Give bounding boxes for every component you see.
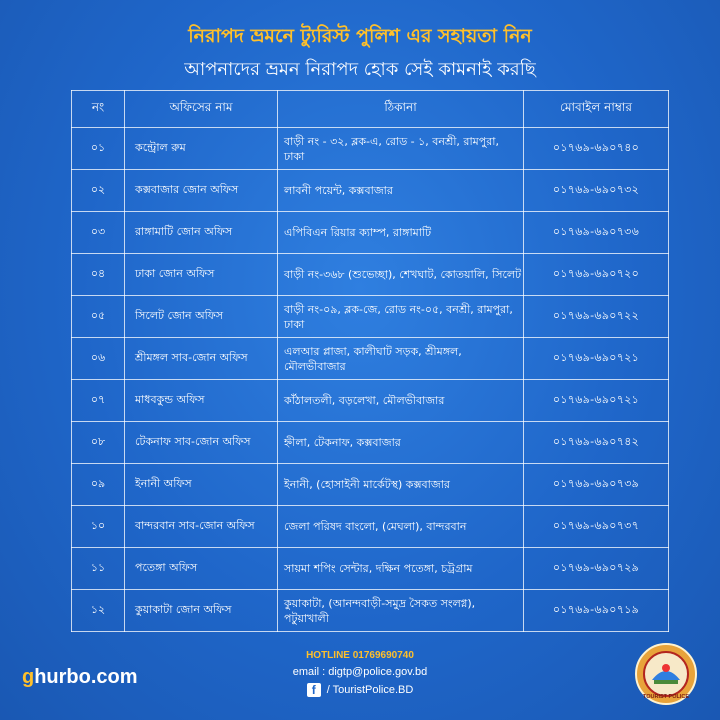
row-no: ০১	[72, 128, 125, 170]
office-name: ঢাকা জোন অফিস	[125, 254, 278, 296]
emblem-text: TOURIST POLICE	[642, 694, 690, 700]
office-mobile: ০১৭৬৯-৬৯০৭৪০	[524, 128, 669, 170]
office-mobile: ০১৭৬৯-৬৯০৭২২	[524, 296, 669, 338]
table-row	[72, 506, 669, 548]
col-header-no: নং	[72, 91, 125, 128]
office-mobile: ০১৭৬৯-৬৯০৭৩২	[524, 170, 669, 212]
office-mobile: ০১৭৬৯-৬৯০৭২১	[524, 380, 669, 422]
row-no: ০২	[72, 170, 125, 212]
office-name: ইনানী অফিস	[125, 464, 278, 506]
table-row	[72, 590, 669, 632]
row-no: ০৯	[72, 464, 125, 506]
facebook-icon[interactable]: f	[307, 683, 321, 697]
office-address: বাড়ী নং-৩৬৮ (শুভেচ্ছা), শেখঘাট, কোতয়ালি, সিলেট	[278, 254, 524, 296]
table-row	[72, 380, 669, 422]
ghurbo-logo-text: hurbo.com	[34, 666, 138, 688]
office-name: সিলেট জোন অফিস	[125, 296, 278, 338]
office-address: সায়মা শপিং সেন্টার, দক্ষিন পতেঙ্গা, চট্রগ্রাম	[278, 548, 524, 590]
col-header-mobile: মোবাইল নাম্বার	[524, 91, 669, 128]
office-address: লাবনী পয়েন্ট, কক্সবাজার	[278, 170, 524, 212]
page-title: নিরাপদ ভ্রমনে ট্যুরিস্ট পুলিশ এর সহায়তা নিন	[188, 25, 532, 47]
office-address: জেলা পরিষদ বাংলো, (মেঘলা), বান্দরবান	[278, 506, 524, 548]
office-name: টেকনাফ সাব-জোন অফিস	[125, 422, 278, 464]
facebook-row[interactable]	[0, 683, 720, 697]
row-no: ০৬	[72, 338, 125, 380]
offices-table	[71, 90, 669, 632]
tourist-police-emblem	[634, 642, 698, 706]
row-no: ০৭	[72, 380, 125, 422]
table-row	[72, 170, 669, 212]
col-header-office: অফিসের নাম	[125, 91, 278, 128]
table-row	[72, 254, 669, 296]
office-mobile: ০১৭৬৯-৬৯০৭৩৬	[524, 212, 669, 254]
office-mobile: ০১৭৬৯-৬৯০৭৩৯	[524, 464, 669, 506]
hotline-text: HOTLINE 01769690740	[306, 650, 414, 661]
office-address: বাড়ী নং-০৯, ব্লক-জে, রোড নং-০৫, বনশ্রী, রামপুরা, ঢাকা	[278, 296, 524, 338]
office-address: ইনানী, (হোসাইনী মার্কেটস্থ) কক্সবাজার	[278, 464, 524, 506]
office-mobile: ০১৭৬৯-৬৯০৭৩৭	[524, 506, 669, 548]
office-name: কুয়াকাটা জোন অফিস	[125, 590, 278, 632]
office-name: বান্দরবান সাব-জোন অফিস	[125, 506, 278, 548]
office-mobile: ০১৭৬৯-৬৯০৭২০	[524, 254, 669, 296]
table-row	[72, 464, 669, 506]
office-name: কক্সবাজার জোন অফিস	[125, 170, 278, 212]
office-name: শ্রীমঙ্গল সাব-জোন অফিস	[125, 338, 278, 380]
email-text[interactable]: email : digtp@police.gov.bd	[292, 666, 428, 678]
row-no: ০৩	[72, 212, 125, 254]
facebook-page-text[interactable]: / TouristPolice.BD	[326, 683, 414, 696]
table-row	[72, 128, 669, 170]
page-subtitle: আপনাদের ভ্রমন নিরাপদ হোক সেই কামনাই করছি	[184, 59, 536, 80]
office-mobile: ০১৭৬৯-৬৯০৭১৯	[524, 590, 669, 632]
office-name: মাধবকুন্ড অফিস	[125, 380, 278, 422]
col-header-address: ঠিকানা	[278, 91, 524, 128]
row-no: ০৪	[72, 254, 125, 296]
office-address: এপিবিএন রিয়ার ক্যাম্প, রাঙ্গামাটি	[278, 212, 524, 254]
office-name: রাঙ্গামাটি জোন অফিস	[125, 212, 278, 254]
office-address: কাঁঠালতলী, বড়লেখা, মৌলভীবাজার	[278, 380, 524, 422]
office-mobile: ০১৭৬৯-৬৯০৭২১	[524, 338, 669, 380]
row-no: ১০	[72, 506, 125, 548]
office-mobile: ০১৭৬৯-৬৯০৭২৯	[524, 548, 669, 590]
row-no: ১২	[72, 590, 125, 632]
row-no: ০৮	[72, 422, 125, 464]
office-address: কুয়াকাটা, (আনন্দবাড়ী-সমুদ্র সৈকত সংলগ্ন), পটুয়াখালী	[278, 590, 524, 632]
office-mobile: ০১৭৬৯-৬৯০৭৪২	[524, 422, 669, 464]
table-row	[72, 296, 669, 338]
office-address: বাড়ী নং - ৩২, ব্লক-এ, রোড - ১, বনশ্রী, রামপুরা, ঢাকা	[278, 128, 524, 170]
table-row	[72, 212, 669, 254]
table-row	[72, 422, 669, 464]
office-name: কন্ট্রোল রুম	[125, 128, 278, 170]
office-address: এলআর প্লাজা, কালীঘাট সড়ক, শ্রীমঙ্গল, মৌলভীবাজার	[278, 338, 524, 380]
row-no: ০৫	[72, 296, 125, 338]
row-no: ১১	[72, 548, 125, 590]
table-row	[72, 548, 669, 590]
table-header-row	[72, 91, 669, 128]
table-row	[72, 338, 669, 380]
ghurbo-logo-g: g	[22, 666, 35, 688]
office-address: হ্নীলা, টেকনাফ, কক্সবাজার	[278, 422, 524, 464]
office-name: পতেঙ্গা অফিস	[125, 548, 278, 590]
